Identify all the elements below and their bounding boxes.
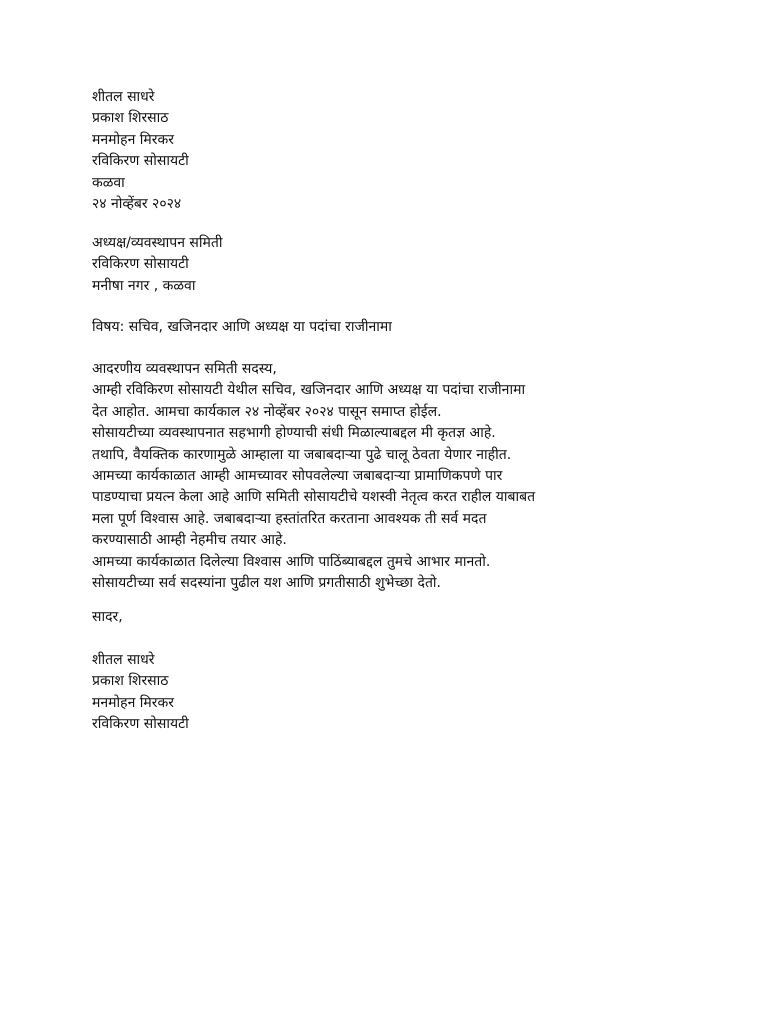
body-line: सोसायटीच्या सर्व सदस्यांना पुढील यश आणि प्रगतीसाठी शुभेच्छा देतो. — [92, 574, 442, 591]
salutation: आदरणीय व्यवस्थापन समिती सदस्य, — [92, 361, 277, 377]
subject-block — [92, 317, 712, 338]
closing-line: सादर, — [92, 609, 123, 625]
sender-name-3: मनमोहन मिरकर — [92, 131, 174, 148]
signatory-name-3: मनमोहन मिरकर — [92, 694, 174, 711]
closing-block — [92, 607, 712, 628]
letter-date: २४ नोव्हेंबर २०२४ — [92, 195, 182, 212]
signature-block — [92, 650, 712, 736]
signatory-name-1: शीतल साधरे — [92, 652, 155, 668]
letter-body — [92, 359, 712, 594]
recipient-title: अध्यक्ष/व्यवस्थापन समिती — [92, 235, 223, 251]
sender-address-block — [92, 87, 712, 215]
body-line: आम्ही रविकिरण सोसायटी येथील सचिव, खजिनदार आणि अध्यक्ष या पदांचा राजीनामा — [92, 382, 526, 399]
body-line: तथापि, वैयक्तिक कारणामुळे आम्हाला या जबाबदाऱ्या पुढे चालू ठेवता येणार नाहीत. — [92, 446, 512, 463]
body-line: देत आहोत. आमचा कार्यकाल २४ नोव्हेंबर २०२४ पासून समाप्त होईल. — [92, 403, 442, 420]
signatory-name-2: प्रकाश शिरसाठ — [92, 673, 169, 690]
signatory-society: रविकिरण सोसायटी — [92, 716, 189, 733]
recipient-address: मनीषा नगर , कळवा — [92, 277, 196, 294]
subject-line: विषय: सचिव, खजिनदार आणि अध्यक्ष या पदांचा राजीनामा — [92, 319, 392, 335]
body-line: आमच्या कार्यकाळात दिलेल्या विश्वास आणि पाठिंब्याबद्दल तुमचे आभार मानतो. — [92, 553, 491, 570]
sender-name-2: प्रकाश शिरसाठ — [92, 110, 169, 127]
body-line: आमच्या कार्यकाळात आम्ही आमच्यावर सोपवलेल्या जबाबदाऱ्या प्रामाणिकपणे पार — [92, 467, 503, 484]
body-line: मला पूर्ण विश्वास आहे. जबाबदाऱ्या हस्तांतरित करताना आवश्यक ती सर्व मदत — [92, 510, 487, 527]
recipient-society: रविकिरण सोसायटी — [92, 256, 189, 273]
sender-society: रविकिरण सोसायटी — [92, 153, 189, 170]
sender-locality: कळवा — [92, 174, 125, 191]
body-line: सोसायटीच्या व्यवस्थापनात सहभागी होण्याची संधी मिळाल्याबद्दल मी कृतज्ञ आहे. — [92, 425, 496, 442]
body-line: पाडण्याचा प्रयत्न केला आहे आणि समिती सोसायटीचे यशस्वी नेतृत्व करत राहील याबाबत — [92, 489, 536, 506]
sender-name-1: शीतल साधरे — [92, 89, 155, 105]
recipient-address-block — [92, 233, 712, 297]
body-line: करण्यासाठी आम्ही नेहमीच तयार आहे. — [92, 532, 287, 549]
